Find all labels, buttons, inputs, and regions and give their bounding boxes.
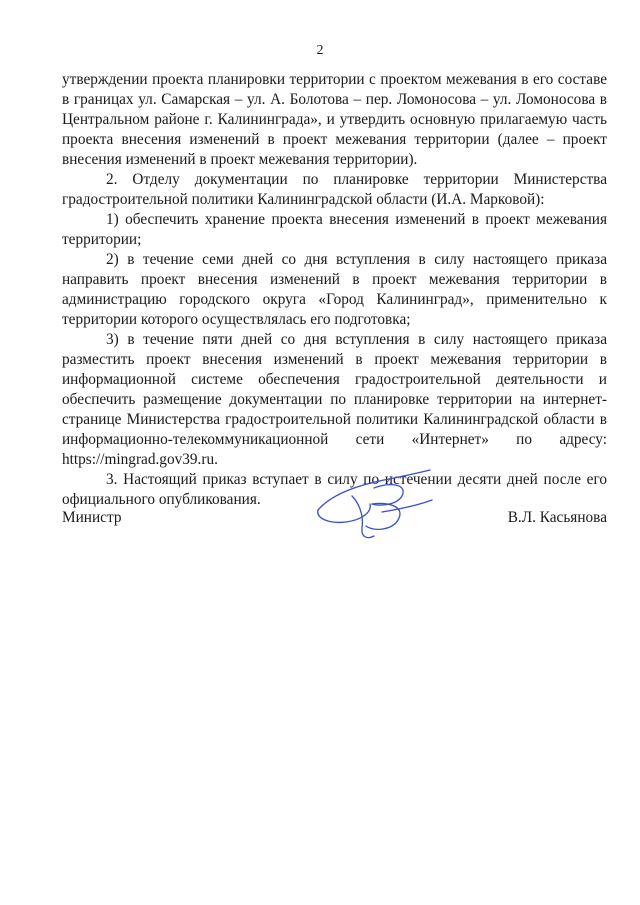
paragraph-subitem-2: 2) в течение семи дней со дня вступления в силу настоящего приказа направить проект внесения изменений в проект межевания территории в администрацию городского округа «Город Калининград», применительно к территории которого осуществлялась его подготовка; — [62, 251, 607, 328]
handwritten-signature-icon — [312, 466, 437, 544]
document-body — [62, 70, 607, 510]
paragraph-subitem-1: 1) обеспечить хранение проекта внесения изменений в проект межевания территории; — [62, 211, 607, 248]
paragraph-item-2: 2. Отделу документации по планировке территории Министерства градостроительной политики Калининградской области (И.А. Марковой): — [62, 171, 607, 208]
paragraph-continuation: утверждении проекта планировки территории с проектом межевания в его составе в границах ул. Самарская – ул. А. Болотова – пер. Ломоносова – ул. Ломоносова в Центральном районе г. Калининграда», и утвердить основную прилагаемую часть проекта внесения изменений в проект межевания территории (далее – проект внесения изменений в проект межевания территории). — [62, 71, 607, 168]
signatory-title: Министр — [62, 509, 122, 526]
paragraph-subitem-3: 3) в течение пяти дней со дня вступления в силу настоящего приказа разместить проект внесения изменений в проект межевания территории в информационной системе обеспечения градостроительной деятельности и обеспечить размещение документации по планировке территории на интернет-странице Министерства градостроительной политики Калининградской области в информационно-телекоммуникационной сети «Интернет» по адресу: https://mingrad.gov39.ru. — [62, 331, 607, 468]
paragraph-item-3: 3. Настоящий приказ вступает в силу по истечении десяти дней после его официального опубликования. — [62, 471, 607, 508]
signatory-name: В.Л. Касьянова — [507, 509, 607, 526]
page-number: 2 — [316, 43, 324, 58]
